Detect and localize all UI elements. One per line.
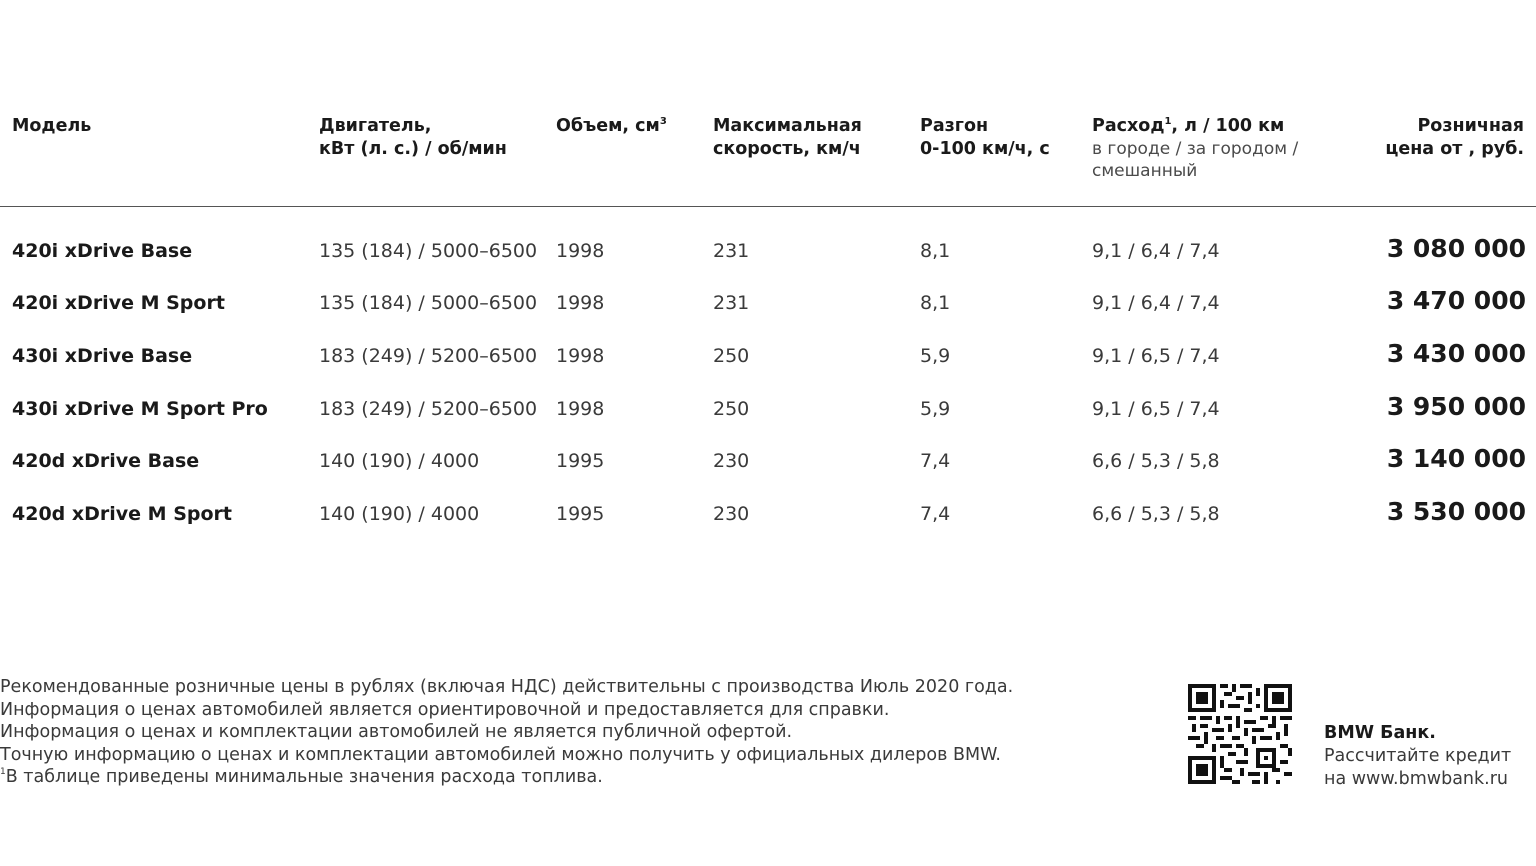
cell-model: 420i xDrive Base	[12, 240, 193, 262]
cell-model: 420i xDrive M Sport	[12, 292, 225, 314]
header-engine-line1: Двигатель,	[319, 116, 432, 136]
header-model: Модель	[12, 116, 92, 136]
cell-volume: 1998	[556, 292, 605, 314]
bank-line1: Рассчитайте кредит	[1324, 746, 1512, 766]
note-line: Точную информацию о ценах и комплектации автомобилей можно получить у официальных дилеров BMW.	[0, 744, 1001, 765]
cell-fuel: 9,1 / 6,5 / 7,4	[1092, 345, 1220, 367]
cell-model: 420d xDrive Base	[12, 450, 200, 472]
cell-price: 3 430 000	[1386, 339, 1526, 368]
bmw-bank-info	[1324, 722, 1511, 791]
cell-price: 3 530 000	[1386, 497, 1526, 526]
header-engine-line2: кВт (л. с.) / об/мин	[319, 139, 507, 159]
cell-speed: 231	[713, 292, 750, 314]
header-volume-label: Объем, см	[556, 116, 660, 136]
cell-model: 430i xDrive Base	[12, 345, 193, 367]
table-row	[0, 234, 1536, 278]
cell-acceleration: 7,4	[920, 450, 951, 472]
cell-volume: 1995	[556, 450, 605, 472]
cell-fuel: 9,1 / 6,4 / 7,4	[1092, 240, 1220, 262]
cell-fuel: 9,1 / 6,5 / 7,4	[1092, 398, 1220, 420]
cell-engine: 183 (249) / 5200–6500	[319, 398, 538, 420]
cell-price: 3 950 000	[1386, 392, 1526, 421]
table-row	[0, 339, 1536, 383]
header-engine	[319, 115, 507, 161]
cell-volume: 1998	[556, 345, 605, 367]
cell-fuel: 9,1 / 6,4 / 7,4	[1092, 292, 1220, 314]
cell-engine: 135 (184) / 5000–6500	[319, 240, 538, 262]
cell-price: 3 470 000	[1386, 286, 1526, 315]
cell-engine: 140 (190) / 4000	[319, 503, 480, 525]
cell-speed: 250	[713, 345, 750, 367]
cell-acceleration: 5,9	[920, 398, 951, 420]
note-line: Рекомендованные розничные цены в рублях (включая НДС) действительны с производства Июль 2020 года.	[0, 677, 1014, 697]
header-volume	[556, 115, 667, 138]
cell-volume: 1998	[556, 398, 605, 420]
cell-acceleration: 8,1	[920, 292, 951, 314]
header-fuel-sub2: смешанный	[1092, 161, 1198, 181]
cell-speed: 250	[713, 398, 750, 420]
header-speed-line1: Максимальная	[713, 116, 862, 136]
cell-price: 3 080 000	[1386, 234, 1526, 263]
cell-engine: 183 (249) / 5200–6500	[319, 345, 538, 367]
header-fuel	[1092, 115, 1298, 182]
header-accel-line2: 0-100 км/ч, с	[920, 139, 1050, 159]
header-price	[1385, 115, 1524, 161]
note-line: Информация о ценах автомобилей является ориентировочной и предоставляется для справки.	[0, 699, 890, 720]
cell-model: 420d xDrive M Sport	[12, 503, 232, 525]
bank-title: BMW Банк.	[1324, 723, 1436, 743]
cell-fuel: 6,6 / 5,3 / 5,8	[1092, 503, 1220, 525]
header-divider	[0, 206, 1536, 207]
cell-engine: 140 (190) / 4000	[319, 450, 480, 472]
bank-link[interactable]: на www.bmwbank.ru	[1324, 769, 1508, 789]
footnote-ref: 1	[1164, 116, 1172, 127]
cell-acceleration: 5,9	[920, 345, 951, 367]
cell-fuel: 6,6 / 5,3 / 5,8	[1092, 450, 1220, 472]
header-volume-sup: 3	[659, 116, 667, 127]
cell-volume: 1998	[556, 240, 605, 262]
cell-engine: 135 (184) / 5000–6500	[319, 292, 538, 314]
header-speed	[713, 115, 862, 161]
header-fuel-sub1: в городе / за городом /	[1092, 139, 1299, 159]
footnote-mark: 1	[0, 767, 6, 777]
cell-acceleration: 7,4	[920, 503, 951, 525]
cell-acceleration: 8,1	[920, 240, 951, 262]
table-row	[0, 444, 1536, 488]
header-accel-line1: Разгон	[920, 116, 989, 136]
note-line: Информация о ценах и комплектации автомобилей не является публичной офертой.	[0, 722, 793, 742]
cell-model: 430i xDrive M Sport Pro	[12, 398, 268, 420]
cell-speed: 230	[713, 450, 750, 472]
qr-code-icon[interactable]	[1188, 684, 1292, 784]
header-price-line2: цена от , руб.	[1385, 139, 1524, 159]
header-acceleration	[920, 115, 1050, 161]
table-row	[0, 392, 1536, 436]
cell-price: 3 140 000	[1386, 444, 1526, 473]
header-fuel-line1: Расход$^1$, л / 100 км	[1092, 116, 1285, 136]
header-price-line1: Розничная	[1417, 116, 1524, 136]
disclaimer-notes	[0, 676, 1013, 789]
header-speed-line2: скорость, км/ч	[713, 139, 861, 159]
cell-speed: 230	[713, 503, 750, 525]
cell-volume: 1995	[556, 503, 605, 525]
table-row	[0, 286, 1536, 330]
cell-speed: 231	[713, 240, 750, 262]
footnote: $^1$В таблице приведены минимальные значения расхода топлива.	[0, 767, 603, 787]
table-row	[0, 497, 1536, 541]
